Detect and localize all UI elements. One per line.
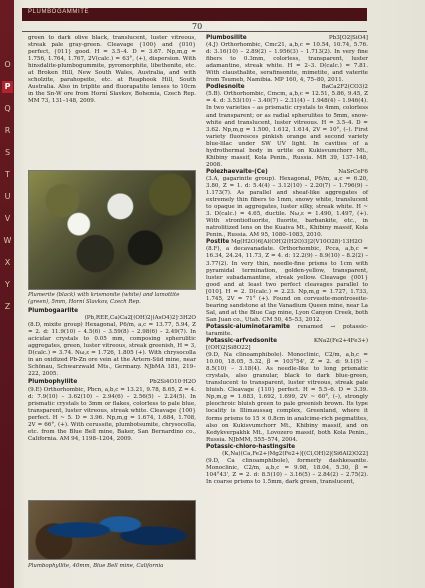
entry-formula: NaSrCeF6 [338,168,368,175]
entry-title: Polezhaevaite-(Ce) [206,168,268,175]
left-column-lower [28,308,196,443]
entry-body: (8.D, mixite group) Hexagonal, P6/m, a,c = 13.77, 5.94, Z = 2. d: 11.9(10) – 4.5(6) – 3.59(8) – 2.98(6) – 2.49(7). In acicular crystals to 0.05 mm, composing spherulitic aggregates, green, luster vitreous, streak greenish, H = 3, D(calc.) = 3.74. Nω,ε = 1.726, 1.805 (+). With chrysocolla in an oxidized Pb-Zn ore vein at the Artern-Süd mine, near Schönau, Schwarzwald Mts., Germany. NJbMA 181, 219–222, 2005. [28,322,196,378]
entry-body: (9.E) Orthorhombic, Pbcn, a,b,c = 13.21, 9.78, 8.65, Z = 4. d: 7.9(10) – 3.62(10) – 2.94(6) – 2.56(5) – 2.24(5). In prismatic crystals to 3mm or flakes, colorless to pale blue, transparent, luster vitreous, streak white. Cleavage {100} perfect. H ~ 5. D = 3.96. Np,m,g = 1.674, 1.684, 1.708, 2V = 66°, (+). With cerussite, plumbotsumite, chrysocolla, etc. from the Blue Bell mine, Baker, San Bernardino co., California. AM 94, 1198–1204, 2009. [28,386,196,442]
alpha-index-letter[interactable]: T [5,170,10,179]
entry-title: Potassic-chloro-hastingsite [206,443,296,450]
entry-title: Plumbophyllite [28,379,78,386]
entry-formula: Pb3[O2|SiO4] [328,35,368,41]
entry-body: (5.B). Orthorhombic, Cmcm, a,b,c = 12.51, 5.86, 9.45, Z = 4. d: 3.53(10) – 3.40(7) – 2.31(4) – 1.948(4) – 1.946(4). In two varieties – as prismatic crystals to 4mm, colorless and transparent; or as radial spherulites to 5mm, snow-white and translucent, luster vitreous. H = 3.5–4. D = 3.62. Np,m,g = 1.500, 1.612, 1.614, 2V = 10°, (–). First variety fluoresces pinkish orange and second variety blue-lilac under SW UV light. In cavities of a hydrothermal body in urtite on Kukisvumchorr Mt., Khibiny massif, Kola Penin., Russia. MR 39, 137–148, 2008. [206,91,368,168]
mineral-entry [206,324,368,338]
entry-formula: KNa2(Fe2+4Fe3+)[(OH)2|Si8O22] [206,338,368,352]
alpha-index-letter[interactable]: Q [4,104,11,113]
entry-formula: Pb2Si4O10·H2O [149,379,196,386]
mineral-entry [206,338,368,444]
mineral-photo-plumerite [28,170,196,290]
alpha-index-letter[interactable]: X [4,258,11,267]
entry-formula: (Pb,REE,Ca)Ca2[(OH)2|(AsO4)2]·3H2O [84,315,196,322]
mineral-entry [206,84,368,169]
alpha-index-letter[interactable]: W [3,236,12,245]
alpha-index-letter[interactable]: Z [4,302,11,311]
mineral-entry [28,308,196,378]
entry-title: Podlesnoite [206,84,245,91]
header-divider [22,31,367,32]
alpha-index-letter[interactable]: V [4,214,11,223]
running-head: PLUMBOGAMMITE [28,9,90,15]
entry-body: renamed → potassic-taramite. [206,323,368,337]
page-number: 70 [192,22,203,31]
entry-formula: Mg(H2O)6[Al(OH)2(H2O)3]2(V10O28)·13H2O [230,239,363,246]
entry-body: (9.D, Na clinoamphibole). Monoclinic, C2/m, a,b,c = 10.00, 18.05, 5.32, β = 103°54', Z = 2. d: 9.1(5) – 8.5(10) – 3.18(4). As needle-like to long prismatic crystals, also granular, black to dark blue-green, translucent to transparent, luster vitreous, streak pale bluish. Cleavage {110} perfect. H = 5.5–6. D = 3.39. Np,m,g = 1.683, 1.692, 1.699, 2V ~ 60°, (–), strongly pleochroic bluish green to pale greenish brown. Its type locality is Illimaussaq complex, Greenland, where it forms prisms to 15 × 0.8cm in analcime-rich pegmatites, also on Kukisvumchorr Mt., Khibiny massif, and on Kedykverpakhk Mt., Lovozero massif, both Kola Penin., Russia. NJbMM, 555–574, 2004. [206,352,368,443]
alpha-index-letter[interactable]: U [4,192,11,201]
entry-body: (4.J) Orthorhombic, Cmc21, a,b,c = 10.54, 10.74, 5.76. d: 3.16(10) – 2.89(2) – 1.956(3) – 1.713(2). In very fine fibers to 0.3mm, colorless, transparent, luster adamantine, streak white. H = 2–3. D(calc.) = 7.81. With clausthalite, serafinsonite, mimetite, and vaterite from Tsumeb, Namibia. MP 160, 4, 75–80, 2011. [206,42,368,84]
mineral-entry [206,444,368,486]
mineral-photo-plumbophyllite [28,500,196,560]
entry-title: Potassic-arfvedsonite [206,338,278,345]
right-column [206,35,368,486]
alpha-index-letter[interactable]: S [4,148,11,157]
alphabet-index-strip [0,0,14,588]
photo-caption: Plumerite (black) with krismonite (white) and lamottite (green), 5mm, Horní Slavkov, Czech Rep. [28,292,180,305]
photo-caption: Plumbophyllite, 40mm, Blue Bell mine, California [28,563,164,569]
entry-body: (3.A, gagarinite group). Hexagonal, P6/m, a,c = 6.20, 3.80, Z = 1. d: 5.4(4) – 3.12(10) – 2.20(7) – 1.796(9) – 1.173(7). As parallel and sheaf-like aggregates of extremely thin fibers to 1mm, snowy white, translucent to opaque in aggregates, luster silky, streak white. H ~ 3. D(calc.) = 4.65, ductile. Nω,ε = 1.490, 1.497, (+). With strontiofluorite, fluorite, barbankite, etc., in natrolitized lens on the Kuaiva Mt., Khibiny massif, Kola Penin., Russia. AM 95, 1080–1083, 2010. [206,175,368,239]
entry-title: Potassic-aluminotaramite [206,323,290,330]
mineral-entry [206,239,368,324]
entry-body: (8.F), a decavanadate. Orthorhombic, Pcca, a,b,c = 16.34, 24.24, 11.73, Z = 4. d: 12.2(9) – 8.9(10) – 8.2(2) – 3.77(2). In very thin, needle-fine prisms to 1cm with pyramidal termination, golden-yellow, transparent, luster subadamantine, streak yellow. Cleavage {001} good and at least two perfect cleavages parallel to [010]. H = 2. D(calc.) = 2.23. Np,m,g = 1.727, 1.733, 1.745, 2V = 71° (+). Found on corvusite-montroseite-bearing sandstone at the Vanadium Queen mine, near La Sal, and at the Blue Cap mine, Lyon Canyon Creek, both San Juan co., Utah. CM 50, 45–53, 2012. [206,246,368,323]
entry-title: Plumbosilite [206,35,247,41]
entry-title: Postite [206,239,230,246]
mineral-entry [28,379,196,442]
entry-formula: (K,Na)(Ca,Fe2+)Mg2(Fe2+)[(Cl,OH)2|(Si6Al2)O22] [222,450,368,457]
alpha-index-letter[interactable]: O [4,60,11,69]
alpha-index-letter[interactable]: Y [5,280,10,289]
entry-body: (9.D, Ca clinoamphibole), formerly dashkesanite. Monoclinic, C2/m, a,b,c = 9.98, 18.04, 5.30, β = 104°43', Z = 2. d: 8.5(10) – 3.16(5) – 2.84(2) – 2.75(2). In coarse prisms to 1.5mm, dark green, translucent, [206,457,368,485]
alpha-index-letter-current[interactable]: P [2,81,13,93]
alpha-index-letter[interactable]: R [4,126,11,135]
entry-formula: BaCa2F2(CO3)2 [321,84,368,91]
mineral-entry [206,35,368,84]
entry-continuation: green to dark olive black, translucent, luster vitreous, streak pale gray-green. Cleavage {100} and {010} perfect, {011} good. H = 3.5–4. D = 3.67. Np,m,g = 1.756, 1.764, 1.767, 2V(calc.) = 63°, (+), dispersion. With hinsdalite-plumbogummite, pyromorphite, libethenite, etc. at Broken Hill, New South Wales, Australia, and with scholzite, parahopeite, etc. at Reaphook Hill, South Australia. Also in triplite and fluorapatite lenses to 10cm in the Sn-W ore from Horní Slavkov, Bohemia, Czech Rep. MM 73, 131–148, 2009. [28,35,196,105]
mineral-entry [206,169,368,239]
left-column-top [28,35,196,105]
entry-title: Plumbogaarlite [28,308,79,314]
